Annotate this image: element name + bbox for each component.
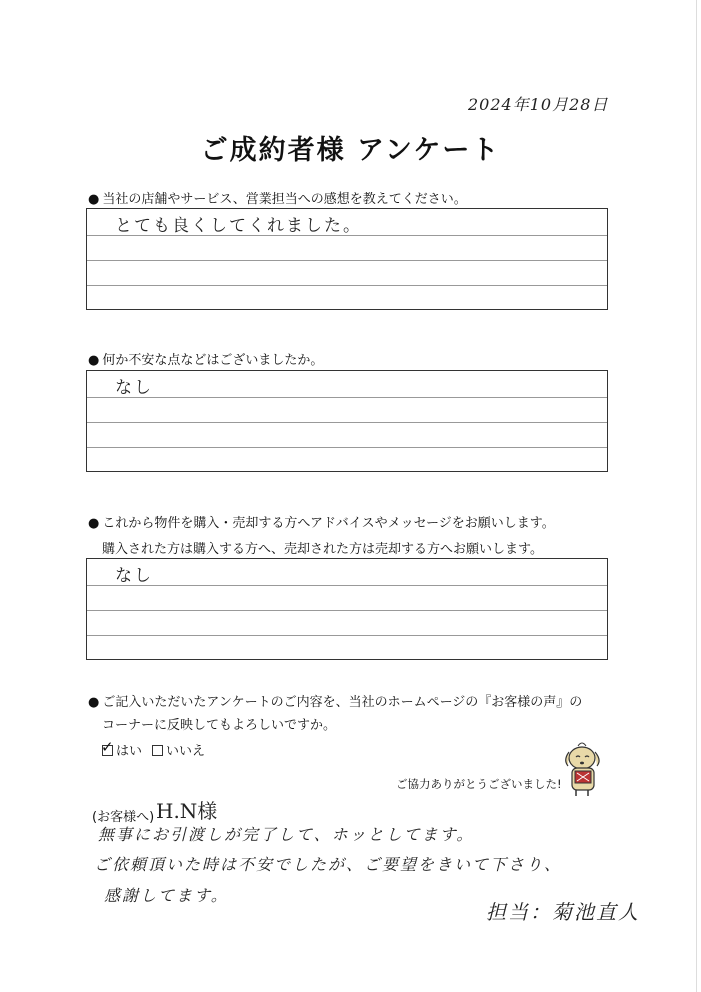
- bullet-icon: ●: [88, 516, 100, 531]
- question-1-text: 当社の店舗やサービス、営業担当への感想を教えてください。: [102, 192, 467, 207]
- rule-line: [87, 585, 607, 586]
- question-2: [88, 349, 323, 368]
- consent-line-2: コーナーに反映してもよろしいですか。: [102, 718, 337, 733]
- rule-line: [87, 422, 607, 423]
- bullet-icon: ●: [88, 192, 100, 207]
- staff-signature: 担当：菊池直人: [486, 900, 640, 924]
- answer-3-text: なし: [115, 566, 153, 586]
- checkbox-no[interactable]: [152, 745, 163, 756]
- question-3: [88, 512, 555, 531]
- question-3-text: これから物件を購入・売却する方へアドバイスやメッセージをお願いします。: [102, 516, 555, 531]
- rule-line: [87, 397, 607, 398]
- rule-line: [87, 635, 607, 636]
- bullet-icon: ●: [88, 695, 100, 710]
- answer-box-2: [86, 370, 608, 472]
- customer-label: (お客様へ): [92, 810, 155, 825]
- question-2-text: 何か不安な点などはございましたか。: [102, 353, 324, 368]
- customer-name: H.N様: [156, 799, 218, 823]
- consent-no[interactable]: [152, 740, 205, 759]
- customer-message-line-1: 無事にお引渡しが完了して、ホッとしてます。: [98, 825, 475, 844]
- consent-question: [88, 691, 582, 710]
- checkbox-yes[interactable]: [101, 738, 114, 756]
- consent-no-label: いいえ: [166, 744, 206, 759]
- thanks-text: ご協力ありがとうございました!: [396, 777, 562, 791]
- rule-line: [87, 610, 607, 611]
- answer-box-3: [86, 558, 608, 660]
- rule-line: [87, 260, 607, 261]
- mascot-dog-icon: [560, 738, 606, 798]
- consent-yes[interactable]: [102, 740, 142, 759]
- question-3-subtext: 購入された方は購入する方へ、売却された方は売却する方へお願いします。: [102, 542, 543, 557]
- survey-date: 2024年10月28日: [468, 95, 609, 114]
- answer-2-text: なし: [115, 378, 153, 398]
- consent-yes-label: はい: [116, 744, 143, 759]
- answer-1-text: とても良くしてくれました。: [115, 216, 362, 236]
- customer-message-line-2: ご依頼頂いた時は不安でしたが、ご要望をきいて下さり、: [94, 855, 563, 874]
- checkmark-icon: ✓: [101, 738, 114, 756]
- page-title: ご成約者様 アンケート: [200, 135, 501, 166]
- consent-line-1: ご記入いただいたアンケートのご内容を、当社のホームページの『お客様の声』の: [102, 695, 583, 710]
- rule-line: [87, 285, 607, 286]
- question-1: [88, 188, 467, 207]
- rule-line: [87, 447, 607, 448]
- answer-box-1: [86, 208, 608, 310]
- bullet-icon: ●: [88, 353, 100, 368]
- customer-message-line-3: 感謝してます。: [104, 886, 229, 905]
